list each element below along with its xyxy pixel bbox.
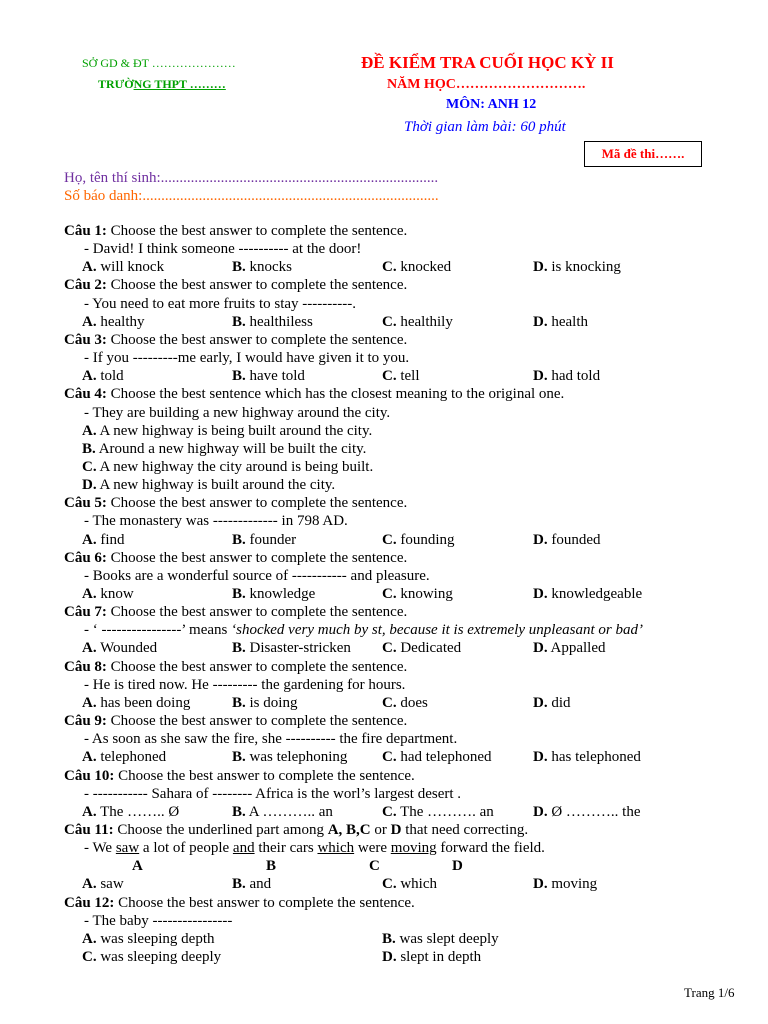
option-text: did [547,694,571,711]
option-text: is doing [245,694,298,711]
option-letter: B. [232,259,246,276]
stem-part: - We [84,840,116,857]
option-letter: A. [82,531,97,548]
answer-option [232,875,271,893]
question-prompt [64,603,407,621]
answer-option [82,422,372,440]
answer-option [382,948,481,966]
stem-part: were [354,840,391,857]
option-letter: D. [533,586,548,602]
question-prompt [64,549,407,567]
question-label: Câu 3: [64,331,107,348]
option-text: Dedicated [396,640,462,657]
answer-option [82,258,164,276]
option-text: founder [245,531,297,548]
option-text: knocks [245,259,293,276]
stem-text: - The monastery was ------------- in 798 AD. [84,513,348,530]
answer-option [232,694,297,712]
question-stem [84,349,409,367]
option-letter: B. [232,313,246,330]
answer-option [82,748,166,766]
question-instruction: Choose the best answer to complete the sentence. [106,331,408,348]
truong-label [98,77,226,92]
option-text: Appalled [547,640,606,657]
option-letter: C. [382,803,397,820]
answer-option [382,803,494,821]
stem-part: a lot of people [139,840,233,857]
underline-letter: A [132,858,143,875]
answer-option [232,313,313,331]
option-letter: D. [533,313,548,330]
question-prompt [64,331,407,349]
answer-option [232,748,347,766]
option-letter: A. [82,930,97,947]
question-prompt [64,494,407,512]
question-stem [84,676,405,694]
option-letter: C. [382,749,397,766]
question-instruction: Choose the best answer to complete the sentence. [106,223,408,239]
time-limit: Thời gian làm bài: 60 phút [404,119,566,135]
question-stem [84,295,356,313]
stem-part: forward the field. [436,840,545,857]
option-text: healthily [396,313,453,330]
option-letter: B. [232,803,246,820]
question-instruction: Choose the best answer to complete the sentence. [106,549,408,566]
question-stem [84,621,643,639]
question-instruction: Choose the best answer to complete the sentence. [106,495,408,512]
option-text: was sleeping deeply [96,949,222,965]
page-number: Trang 1/6 [684,985,735,1000]
option-letter: B. [232,368,246,385]
option-letter: A. [82,876,97,893]
question-instruction: Choose the best answer to complete the sentence. [106,713,408,730]
option-letter: C. [382,368,397,385]
question-label: Câu 2: [64,277,107,294]
stem-text: - You need to eat more fruits to stay ----------. [84,295,356,312]
stem-text: - The baby ---------------- [84,912,233,929]
option-letter: D. [533,368,548,385]
answer-option [82,639,157,657]
answer-option [82,875,124,893]
stem-part: which [317,840,355,857]
option-text: saw [96,876,124,893]
school-year: NĂM HỌC………………………. [387,77,586,92]
option-letter: C. [382,259,397,276]
option-letter: C. [382,876,397,893]
option-text: A ……….. an [245,803,333,820]
answer-option [82,458,373,476]
option-text: find [96,531,125,548]
question-label: Câu 5: [64,495,107,512]
answer-option [382,258,451,276]
option-text: moving [547,876,598,893]
answer-option [382,585,453,603]
option-letter: D. [533,803,548,820]
option-letter: D. [382,949,397,965]
answer-option [533,313,588,331]
question-stem [84,567,430,585]
option-text: knocked [396,259,452,276]
option-letter: A. [82,422,97,439]
stem-part: and [232,840,255,857]
answer-option [382,930,499,948]
option-text: will knock [96,259,165,276]
option-text: was slept deeply [395,930,499,947]
student-name-field: Họ, tên thí sinh:.......................................................................... [64,170,439,186]
stem-text: - Books are a wonderful source of ----------- and pleasure. [84,567,430,584]
stem-part: moving [390,840,437,857]
option-text: healthiless [245,313,313,330]
question-label: Câu 9: [64,713,107,730]
question-prompt [64,712,407,730]
answer-option [232,803,333,821]
option-letter: C. [82,949,97,965]
question-stem [84,240,361,258]
stem-part: their cars [254,840,318,857]
option-letter: B. [82,440,96,457]
answer-option [232,258,292,276]
stem-text: - They are building a new highway around the city. [84,404,391,421]
answer-option [382,639,461,657]
question-label: Câu 12: [64,894,115,911]
answer-option [533,258,621,276]
question-instruction: Choose the best answer to complete the sentence. [106,277,408,294]
answer-option [533,748,641,766]
question-instruction: Choose the best sentence which has the closest meaning to the original one. [106,386,565,403]
option-text: A new highway is being built around the city. [96,422,373,439]
answer-option [82,313,145,331]
question-stem [84,912,232,930]
truong-prefix: TRƯỜ [98,77,134,91]
option-text: was sleeping depth [96,930,215,947]
question-stem [84,785,461,803]
answer-option [533,367,600,385]
stem-text: - He is tired now. He --------- the gardening for hours. [84,676,406,693]
question-label: Câu 11: [64,821,114,838]
answer-option [382,875,437,893]
option-text: has been doing [96,694,191,711]
question-stem [84,404,390,422]
answer-option [533,803,641,821]
stem-text: - As soon as she saw the fire, she ---------- the fire department. [84,731,458,748]
option-letter: D. [533,876,548,893]
question-instruction: Choose the best answer to complete the sentence. [114,767,415,784]
answer-option [82,930,214,948]
question-prompt [64,767,415,785]
question-prompt [64,222,407,240]
answer-option [533,694,571,712]
exam-title: ĐỀ KIỂM TRA CUỐI HỌC KỲ II [361,53,614,72]
stem-italic: ‘shocked very much by st, because it is extremely unpleasant or bad’ [231,622,643,639]
question-prompt [64,276,407,294]
option-text: slept in depth [396,949,482,965]
option-letter: B. [232,586,246,602]
truong-rest: NG THPT ……… [133,77,226,91]
option-text: tell [396,368,420,385]
underline-letter: C [369,858,380,875]
option-letter: C. [382,640,397,657]
question-instruction-mid: or [370,821,391,838]
option-text: healthy [96,313,145,330]
option-letter: B. [232,694,246,711]
stem-text: - David! I think someone ---------- at the door! [84,241,362,258]
option-text: has telephoned [547,749,641,766]
stem-text: - If you ---------me early, I would have given it to you. [84,350,410,367]
option-text: Wounded [96,640,158,657]
so-gd-label: SỞ GD & ĐT ………………… [82,56,236,70]
option-letter: B. [232,640,246,657]
option-letter: C. [382,586,397,602]
option-text: told [96,368,124,385]
answer-option [533,531,601,549]
answer-option [82,440,366,458]
option-letter: B. [232,749,246,766]
option-text: knowledge [245,586,316,602]
answer-option [82,803,179,821]
option-text: telephoned [96,749,167,766]
question-prompt [64,821,528,839]
answer-option [382,694,428,712]
option-text: does [396,694,428,711]
answer-option [382,313,453,331]
answer-option [382,367,420,385]
option-letter: A. [82,640,97,657]
question-stem [84,512,348,530]
answer-option [533,585,642,603]
subject: MÔN: ANH 12 [446,97,537,112]
question-instruction: Choose the best answer to complete the sentence. [114,894,415,911]
option-text: A new highway the city around is being built. [96,458,374,475]
option-text: founded [547,531,601,548]
option-text: Ø ……….. the [547,803,641,820]
option-letter: D. [82,477,97,494]
stem-text: - ----------- Sahara of -------- Africa is the worl’s largest desert . [84,785,462,802]
option-letter: B. [382,930,396,947]
option-letter: D. [533,749,548,766]
option-text: have told [245,368,305,385]
answer-option [232,639,351,657]
option-letter: C. [382,531,397,548]
option-letter: B. [232,876,246,893]
answer-option [232,585,315,603]
option-letter: A. [82,694,97,711]
option-text: had told [547,368,601,385]
option-text: knowledgeable [547,586,643,602]
candidate-number-field: Số báo danh:............................................................................... [64,188,439,204]
option-letter: C. [382,694,397,711]
answer-option [82,531,125,549]
option-letter: D. [533,531,548,548]
answer-option [382,531,455,549]
answer-option [533,875,597,893]
question-label: Câu 4: [64,386,107,403]
stem-part: saw [115,840,140,857]
option-letter: A. [82,749,97,766]
option-letter: A. [82,259,97,276]
question-label: Câu 10: [64,767,115,784]
question-prompt [64,894,415,912]
option-text: The ………. an [396,803,494,820]
option-text: which [396,876,438,893]
question-instruction: Choose the best answer to complete the sentence. [106,658,408,675]
question-instruction: Choose the underlined part among [113,821,328,838]
answer-option [232,531,296,549]
answer-option [82,367,124,385]
option-text: know [96,586,134,602]
question-label: Câu 1: [64,223,107,239]
option-text: A new highway is built around the city. [96,477,336,494]
option-letter: D. [533,259,548,276]
answer-option [82,948,221,966]
question-stem [84,730,457,748]
option-text: founding [396,531,455,548]
question-instruction-bold: D [390,821,402,838]
option-letter: A. [82,586,97,602]
answer-option [382,748,492,766]
option-letter: A. [82,368,97,385]
option-text: The …….. Ø [96,803,180,820]
question-instruction: Choose the best answer to complete the sentence. [106,604,408,621]
exam-code-box: Mã đề thi……. [584,141,702,167]
option-letter: C. [82,458,97,475]
option-text: Around a new highway will be built the city. [95,440,367,457]
option-text: was telephoning [245,749,348,766]
option-text: is knocking [547,259,621,276]
option-text: Disaster-stricken [245,640,351,657]
answer-option [82,585,134,603]
underline-letter: B [266,858,277,875]
option-text: had telephoned [396,749,492,766]
question-instruction-bold: A, B,C [327,821,371,838]
question-label: Câu 7: [64,604,107,621]
answer-option [232,367,305,385]
question-prompt [64,658,407,676]
option-text: health [547,313,588,330]
option-text: knowing [396,586,453,602]
option-letter: D. [533,640,548,657]
answer-option [533,639,606,657]
question-label: Câu 6: [64,549,107,566]
option-letter: B. [232,531,246,548]
question-prompt [64,385,564,403]
answer-option [82,694,190,712]
underline-letter: D [452,858,463,875]
question-stem [84,839,545,857]
option-letter: A. [82,313,97,330]
option-letter: D. [533,694,548,711]
option-letter: C. [382,313,397,330]
question-instruction-end: that need correcting. [401,821,529,838]
answer-option [82,476,335,494]
stem-text: - ‘ ----------------’ means [84,622,232,639]
question-label: Câu 8: [64,658,107,675]
option-text: and [245,876,272,893]
option-letter: A. [82,803,97,820]
